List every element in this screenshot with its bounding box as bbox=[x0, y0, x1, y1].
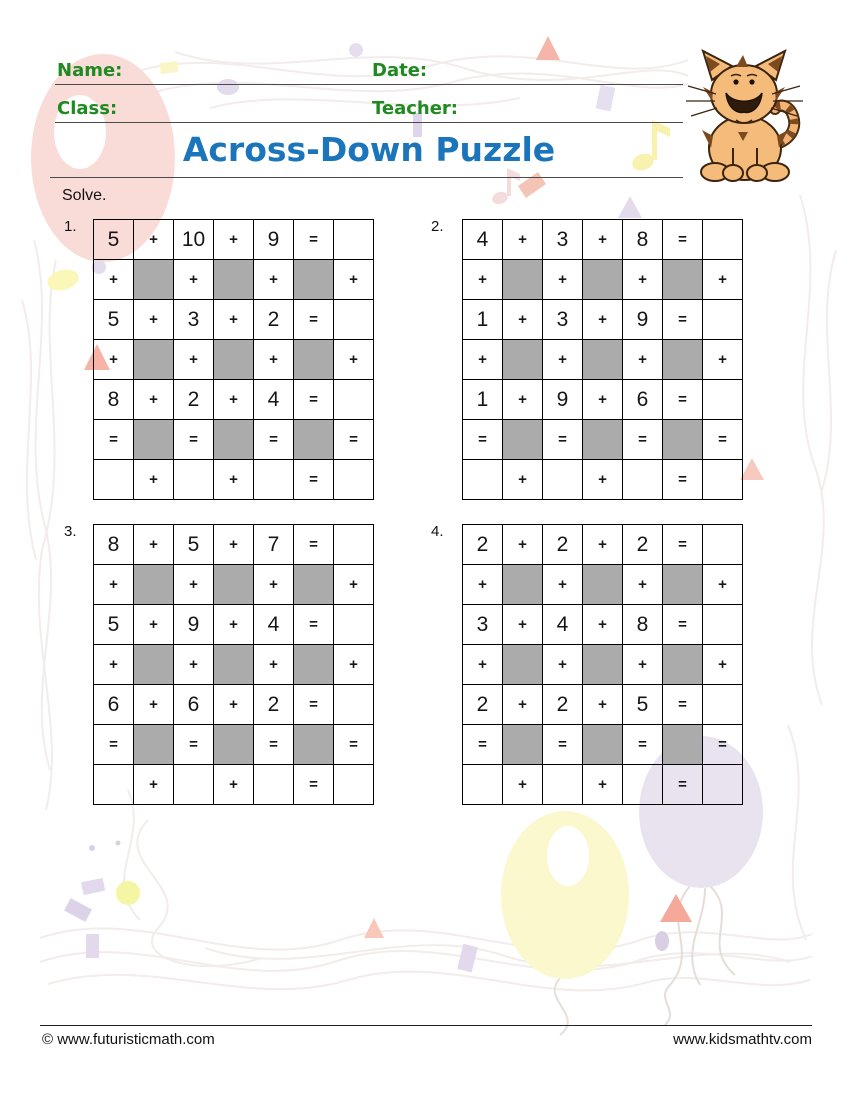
music-note-pink bbox=[490, 168, 520, 206]
teacher-label: Teacher: bbox=[372, 98, 459, 119]
title-underline bbox=[50, 177, 683, 178]
blocked-cell bbox=[134, 420, 174, 460]
grid-cell: = bbox=[254, 725, 294, 765]
grid-row bbox=[94, 420, 374, 460]
blocked-cell bbox=[294, 645, 334, 685]
answer-cell bbox=[463, 460, 503, 500]
grid-cell: = bbox=[623, 420, 663, 460]
grid-cell: + bbox=[174, 260, 214, 300]
grid-cell: 1 bbox=[463, 300, 503, 340]
grid-cell: = bbox=[334, 420, 374, 460]
name-label: Name: bbox=[57, 60, 123, 81]
grid-cell: 2 bbox=[543, 525, 583, 565]
grid-cell: 7 bbox=[254, 525, 294, 565]
grid-cell: 3 bbox=[543, 220, 583, 260]
puzzle-number: 4. bbox=[431, 523, 444, 540]
grid-cell: + bbox=[334, 260, 374, 300]
grid-cell: = bbox=[174, 725, 214, 765]
answer-cell bbox=[703, 685, 743, 725]
grid-cell: = bbox=[663, 765, 703, 805]
grid-cell: + bbox=[134, 380, 174, 420]
blocked-cell bbox=[503, 645, 543, 685]
grid-cell: + bbox=[543, 340, 583, 380]
grid-cell: + bbox=[134, 460, 174, 500]
blocked-cell bbox=[583, 260, 623, 300]
name-date-line bbox=[55, 84, 683, 85]
grid-row bbox=[94, 340, 374, 380]
grid-cell: + bbox=[503, 685, 543, 725]
answer-cell bbox=[703, 220, 743, 260]
grid-cell: + bbox=[214, 300, 254, 340]
grid-cell: + bbox=[503, 765, 543, 805]
grid-cell: + bbox=[583, 220, 623, 260]
grid-cell: + bbox=[503, 460, 543, 500]
grid-cell: + bbox=[703, 565, 743, 605]
grid-row bbox=[463, 645, 743, 685]
grid-cell: 2 bbox=[254, 685, 294, 725]
answer-cell bbox=[623, 460, 663, 500]
grid-cell: = bbox=[663, 685, 703, 725]
grid-row bbox=[463, 565, 743, 605]
blocked-cell bbox=[663, 645, 703, 685]
grid-row bbox=[94, 460, 374, 500]
blocked-cell bbox=[503, 725, 543, 765]
grid-cell: 2 bbox=[463, 685, 503, 725]
grid-row bbox=[94, 685, 374, 725]
puzzle-number: 1. bbox=[64, 218, 77, 235]
blocked-cell bbox=[214, 340, 254, 380]
grid-cell: + bbox=[254, 645, 294, 685]
answer-cell bbox=[703, 525, 743, 565]
grid-cell: + bbox=[134, 300, 174, 340]
blocked-cell bbox=[294, 340, 334, 380]
grid-cell: = bbox=[623, 725, 663, 765]
grid-cell: + bbox=[583, 765, 623, 805]
grid-cell: 3 bbox=[543, 300, 583, 340]
answer-cell bbox=[334, 380, 374, 420]
grid-cell: 4 bbox=[254, 380, 294, 420]
grid-cell: 1 bbox=[463, 380, 503, 420]
grid-row bbox=[463, 260, 743, 300]
grid-cell: 2 bbox=[463, 525, 503, 565]
answer-cell bbox=[254, 460, 294, 500]
answer-cell bbox=[174, 765, 214, 805]
grid-cell: 5 bbox=[174, 525, 214, 565]
grid-cell: + bbox=[463, 260, 503, 300]
grid-row bbox=[94, 725, 374, 765]
footer-left-text: © www.futuristicmath.com bbox=[42, 1031, 215, 1048]
grid-cell: + bbox=[583, 380, 623, 420]
grid-cell: = bbox=[294, 605, 334, 645]
grid-row bbox=[463, 420, 743, 460]
answer-cell bbox=[334, 765, 374, 805]
grid-cell: 5 bbox=[623, 685, 663, 725]
puzzle-grid bbox=[462, 524, 743, 805]
grid-row bbox=[94, 260, 374, 300]
grid-row bbox=[463, 220, 743, 260]
grid-cell: + bbox=[254, 260, 294, 300]
grid-cell: + bbox=[134, 605, 174, 645]
grid-cell: 2 bbox=[174, 380, 214, 420]
answer-cell bbox=[703, 460, 743, 500]
grid-cell: + bbox=[134, 220, 174, 260]
answer-cell bbox=[543, 765, 583, 805]
grid-cell: 5 bbox=[94, 300, 134, 340]
puzzle-number: 2. bbox=[431, 218, 444, 235]
answer-cell bbox=[334, 685, 374, 725]
grid-cell: = bbox=[663, 605, 703, 645]
grid-cell: = bbox=[294, 765, 334, 805]
grid-cell: + bbox=[503, 525, 543, 565]
footer-right-text: www.kidsmathtv.com bbox=[673, 1031, 812, 1048]
grid-cell: + bbox=[214, 220, 254, 260]
answer-cell bbox=[334, 525, 374, 565]
date-label: Date: bbox=[372, 60, 428, 81]
grid-row bbox=[463, 300, 743, 340]
grid-cell: 8 bbox=[94, 380, 134, 420]
grid-cell: = bbox=[254, 420, 294, 460]
grid-cell: = bbox=[334, 725, 374, 765]
grid-cell: + bbox=[214, 380, 254, 420]
answer-cell bbox=[703, 605, 743, 645]
class-teacher-line bbox=[55, 122, 683, 123]
grid-cell: + bbox=[94, 645, 134, 685]
blocked-cell bbox=[663, 260, 703, 300]
cat-mascot-icon bbox=[686, 44, 804, 186]
answer-cell bbox=[463, 765, 503, 805]
grid-cell: 9 bbox=[254, 220, 294, 260]
blocked-cell bbox=[214, 565, 254, 605]
blocked-cell bbox=[503, 340, 543, 380]
grid-cell: = bbox=[294, 220, 334, 260]
grid-cell: + bbox=[174, 340, 214, 380]
grid-cell: 4 bbox=[543, 605, 583, 645]
grid-cell: = bbox=[174, 420, 214, 460]
grid-cell: + bbox=[543, 565, 583, 605]
grid-cell: = bbox=[294, 300, 334, 340]
grid-row bbox=[463, 460, 743, 500]
blocked-cell bbox=[134, 260, 174, 300]
grid-cell: + bbox=[134, 685, 174, 725]
grid-cell: + bbox=[254, 565, 294, 605]
grid-row bbox=[463, 765, 743, 805]
grid-cell: = bbox=[663, 460, 703, 500]
class-label: Class: bbox=[57, 98, 118, 119]
answer-cell bbox=[703, 300, 743, 340]
grid-cell: + bbox=[503, 300, 543, 340]
answer-cell bbox=[334, 300, 374, 340]
puzzle-grid bbox=[462, 219, 743, 500]
answer-cell bbox=[334, 605, 374, 645]
blocked-cell bbox=[134, 645, 174, 685]
grid-cell: 6 bbox=[94, 685, 134, 725]
grid-cell: 10 bbox=[174, 220, 214, 260]
balloon-yellow bbox=[501, 811, 629, 1035]
blocked-cell bbox=[503, 420, 543, 460]
answer-cell bbox=[174, 460, 214, 500]
grid-cell: + bbox=[703, 645, 743, 685]
grid-cell: + bbox=[583, 605, 623, 645]
grid-cell: + bbox=[583, 460, 623, 500]
footer-line bbox=[40, 1025, 812, 1026]
grid-cell: + bbox=[334, 565, 374, 605]
grid-cell: + bbox=[503, 605, 543, 645]
blocked-cell bbox=[583, 565, 623, 605]
grid-cell: 2 bbox=[543, 685, 583, 725]
grid-cell: 5 bbox=[94, 220, 134, 260]
grid-cell: + bbox=[94, 260, 134, 300]
grid-row bbox=[94, 605, 374, 645]
grid-cell: + bbox=[463, 340, 503, 380]
blocked-cell bbox=[663, 340, 703, 380]
grid-cell: + bbox=[623, 340, 663, 380]
grid-cell: + bbox=[334, 645, 374, 685]
blocked-cell bbox=[214, 260, 254, 300]
answer-cell bbox=[703, 380, 743, 420]
instruction-text: Solve. bbox=[62, 187, 107, 204]
answer-cell bbox=[94, 460, 134, 500]
grid-cell: = bbox=[663, 300, 703, 340]
grid-row bbox=[94, 645, 374, 685]
grid-cell: 4 bbox=[254, 605, 294, 645]
grid-row bbox=[94, 300, 374, 340]
grid-cell: 2 bbox=[623, 525, 663, 565]
grid-row bbox=[94, 765, 374, 805]
grid-cell: + bbox=[94, 565, 134, 605]
grid-cell: = bbox=[463, 420, 503, 460]
grid-row bbox=[94, 380, 374, 420]
grid-row bbox=[463, 525, 743, 565]
grid-cell: + bbox=[503, 380, 543, 420]
grid-cell: 9 bbox=[623, 300, 663, 340]
grid-cell: + bbox=[463, 645, 503, 685]
blocked-cell bbox=[214, 420, 254, 460]
grid-cell: = bbox=[463, 725, 503, 765]
grid-cell: + bbox=[214, 685, 254, 725]
blocked-cell bbox=[663, 565, 703, 605]
grid-row bbox=[463, 685, 743, 725]
grid-cell: 5 bbox=[94, 605, 134, 645]
grid-cell: = bbox=[294, 525, 334, 565]
grid-cell: + bbox=[214, 525, 254, 565]
page-title: Across-Down Puzzle bbox=[182, 130, 556, 169]
blocked-cell bbox=[134, 725, 174, 765]
grid-row bbox=[463, 725, 743, 765]
grid-cell: = bbox=[663, 220, 703, 260]
grid-cell: 9 bbox=[543, 380, 583, 420]
grid-row bbox=[463, 340, 743, 380]
grid-cell: 8 bbox=[623, 605, 663, 645]
blocked-cell bbox=[583, 645, 623, 685]
answer-cell bbox=[543, 460, 583, 500]
answer-cell bbox=[94, 765, 134, 805]
blocked-cell bbox=[663, 725, 703, 765]
blocked-cell bbox=[294, 565, 334, 605]
grid-cell: + bbox=[214, 460, 254, 500]
answer-cell bbox=[703, 765, 743, 805]
blocked-cell bbox=[503, 565, 543, 605]
blocked-cell bbox=[583, 725, 623, 765]
grid-cell: = bbox=[703, 420, 743, 460]
grid-cell: + bbox=[583, 685, 623, 725]
blocked-cell bbox=[503, 260, 543, 300]
blocked-cell bbox=[134, 340, 174, 380]
grid-cell: + bbox=[623, 565, 663, 605]
blocked-cell bbox=[214, 725, 254, 765]
grid-cell: + bbox=[334, 340, 374, 380]
grid-cell: + bbox=[174, 565, 214, 605]
grid-cell: + bbox=[623, 260, 663, 300]
grid-cell: + bbox=[623, 645, 663, 685]
grid-row bbox=[463, 380, 743, 420]
grid-cell: = bbox=[294, 380, 334, 420]
grid-cell: 2 bbox=[254, 300, 294, 340]
grid-row bbox=[94, 565, 374, 605]
grid-cell: 3 bbox=[463, 605, 503, 645]
grid-cell: 9 bbox=[174, 605, 214, 645]
grid-cell: = bbox=[663, 525, 703, 565]
grid-cell: 8 bbox=[94, 525, 134, 565]
answer-cell bbox=[254, 765, 294, 805]
blocked-cell bbox=[294, 260, 334, 300]
grid-cell: + bbox=[583, 300, 623, 340]
grid-cell: 6 bbox=[174, 685, 214, 725]
grid-row bbox=[94, 220, 374, 260]
puzzle-number: 3. bbox=[64, 523, 77, 540]
grid-cell: + bbox=[214, 765, 254, 805]
grid-cell: = bbox=[663, 380, 703, 420]
grid-cell: = bbox=[294, 460, 334, 500]
grid-cell: = bbox=[543, 420, 583, 460]
grid-cell: = bbox=[94, 420, 134, 460]
grid-cell: + bbox=[543, 645, 583, 685]
grid-cell: + bbox=[94, 340, 134, 380]
grid-cell: + bbox=[254, 340, 294, 380]
grid-cell: + bbox=[214, 605, 254, 645]
grid-row bbox=[94, 525, 374, 565]
blocked-cell bbox=[583, 340, 623, 380]
grid-cell: + bbox=[583, 525, 623, 565]
grid-cell: + bbox=[134, 765, 174, 805]
answer-cell bbox=[334, 460, 374, 500]
grid-cell: + bbox=[503, 220, 543, 260]
blocked-cell bbox=[583, 420, 623, 460]
grid-cell: + bbox=[463, 565, 503, 605]
grid-cell: = bbox=[703, 725, 743, 765]
blocked-cell bbox=[214, 645, 254, 685]
grid-cell: 3 bbox=[174, 300, 214, 340]
grid-cell: + bbox=[543, 260, 583, 300]
grid-cell: 8 bbox=[623, 220, 663, 260]
grid-cell: + bbox=[174, 645, 214, 685]
grid-cell: + bbox=[703, 260, 743, 300]
grid-cell: 6 bbox=[623, 380, 663, 420]
puzzle-grid bbox=[93, 524, 374, 805]
grid-row bbox=[463, 605, 743, 645]
blocked-cell bbox=[663, 420, 703, 460]
grid-cell: + bbox=[134, 525, 174, 565]
grid-cell: 4 bbox=[463, 220, 503, 260]
blocked-cell bbox=[294, 420, 334, 460]
answer-cell bbox=[334, 220, 374, 260]
answer-cell bbox=[623, 765, 663, 805]
grid-cell: = bbox=[543, 725, 583, 765]
grid-cell: = bbox=[294, 685, 334, 725]
grid-cell: = bbox=[94, 725, 134, 765]
grid-cell: + bbox=[703, 340, 743, 380]
puzzle-grid bbox=[93, 219, 374, 500]
blocked-cell bbox=[294, 725, 334, 765]
blocked-cell bbox=[134, 565, 174, 605]
